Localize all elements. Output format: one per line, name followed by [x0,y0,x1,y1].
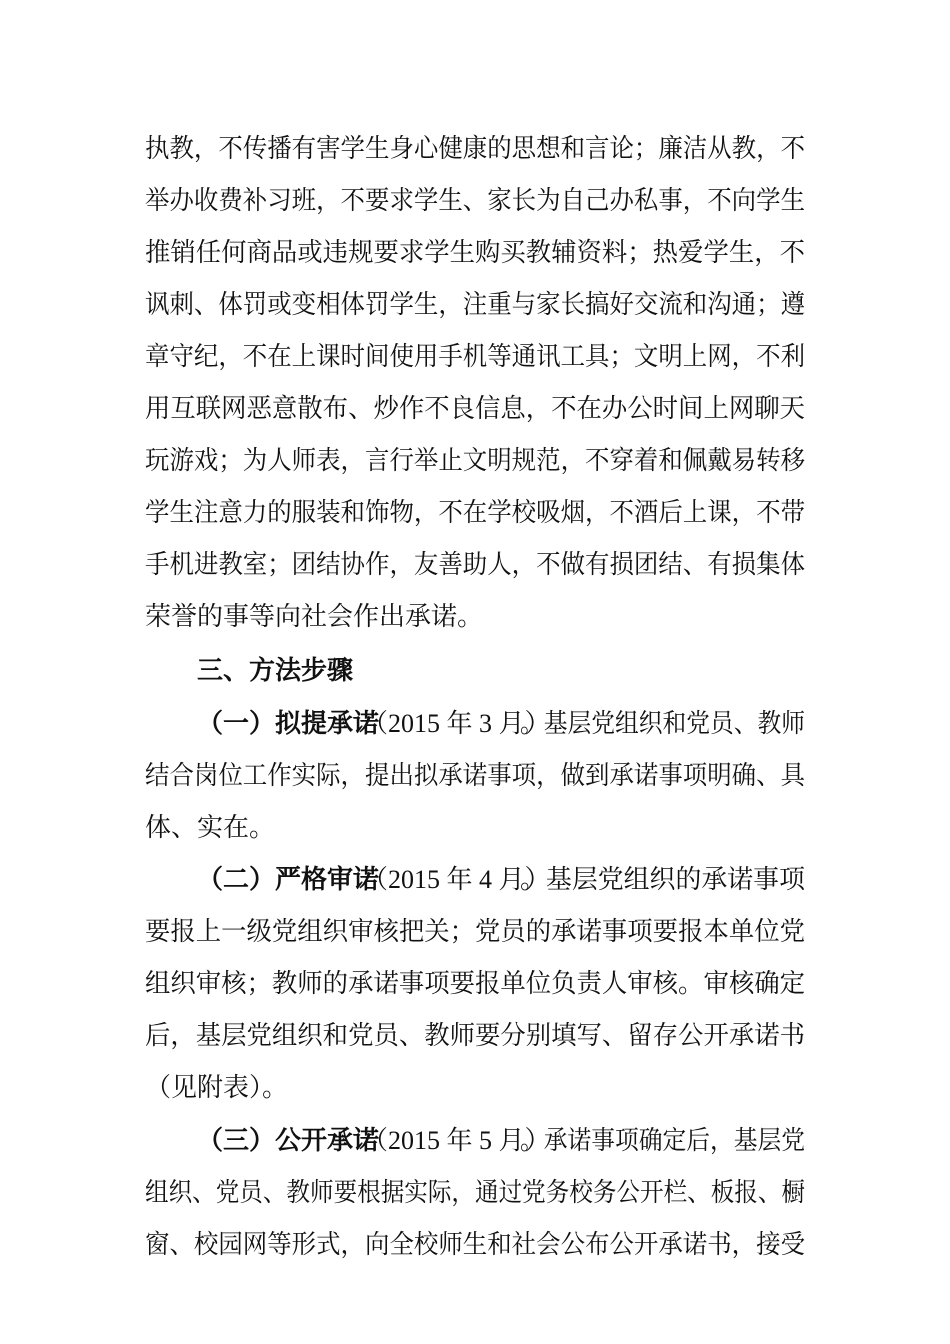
paragraph-line [0,1173,950,1213]
paragraph-line [0,493,950,533]
text-line: 。基层党组织和党员、教师 [520,709,806,739]
paragraph-line [0,337,950,377]
paragraph-line [0,389,950,429]
text-line: 要报上一级党组织审核把关；党员的承诺事项要报本单位党 [145,917,805,947]
text-line: 结合岗位工作实际，提出拟承诺事项，做到承诺事项明确、具 [145,761,806,791]
text-line: 。承诺事项确定后，基层党 [520,1126,806,1156]
step1-date: （2015 年 3 月） [362,709,551,738]
paragraph-line [0,756,950,796]
paragraph-line [0,441,950,481]
text-line: 荣誉的事等向社会作出承诺。 [145,602,484,632]
text-line: 体、实在。 [145,813,276,843]
text-line: 后，基层党组织和党员、教师要分别填写、留存公开承诺书 [145,1021,805,1051]
text-line: 讽刺、体罚或变相体罚学生，注重与家长搞好交流和沟通；遵 [145,290,806,320]
step2-title: （二）严格审诺 [197,865,380,895]
paragraph-line [0,1068,950,1108]
paragraph-line [0,233,950,273]
paragraph-line [0,545,950,585]
step3-date: （2015 年 5 月） [362,1126,551,1155]
text-line: 章守纪，不在上课时间使用手机等通讯工具；文明上网，不利 [145,342,806,372]
paragraph-line [0,129,950,169]
section-heading: 三、方法步骤 [197,656,354,686]
text-line: 玩游戏；为人师表，言行举止文明规范，不穿着和佩戴易转移 [145,446,806,476]
paragraph-line [0,964,950,1004]
section-heading-row [0,651,950,691]
paragraph-line [0,808,950,848]
paragraph-line [0,285,950,325]
text-line: 组织、党员、教师要根据实际，通过党务校务公开栏、板报、橱 [145,1178,806,1208]
step-heading-row [0,1121,950,1161]
step-heading-row [0,704,950,744]
paragraph-line [0,597,950,637]
text-line: 组织审核；教师的承诺事项要报单位负责人审核。审核确定 [145,969,805,999]
text-line: 举办收费补习班，不要求学生、家长为自己办私事，不向学生 [145,186,806,216]
text-line: 窗、校园网等形式，向全校师生和社会公布公开承诺书，接受 [145,1230,806,1260]
step3-title: （三）公开承诺 [197,1126,380,1156]
text-line: 手机进教室；团结协作，友善助人，不做有损团结、有损集体 [145,550,806,580]
text-line: （见附表）。 [145,1073,289,1103]
step-heading-row [0,860,950,900]
paragraph-line [0,181,950,221]
paragraph-line [0,1016,950,1056]
text-line: 推销任何商品或违规要求学生购买教辅资料；热爱学生，不 [145,238,805,268]
paragraph-line [0,1225,950,1265]
text-line: 学生注意力的服装和饰物，不在学校吸烟，不酒后上课，不带 [145,498,806,528]
text-line: 。基层党组织的承诺事项 [520,865,806,895]
paragraph-line [0,912,950,952]
text-line: 执教，不传播有害学生身心健康的思想和言论；廉洁从教，不 [145,134,806,164]
step1-title: （一）拟提承诺 [197,709,380,739]
text-line: 用互联网恶意散布、炒作不良信息，不在办公时间上网聊天 [145,394,805,424]
step2-date: （2015 年 4 月） [362,865,551,894]
